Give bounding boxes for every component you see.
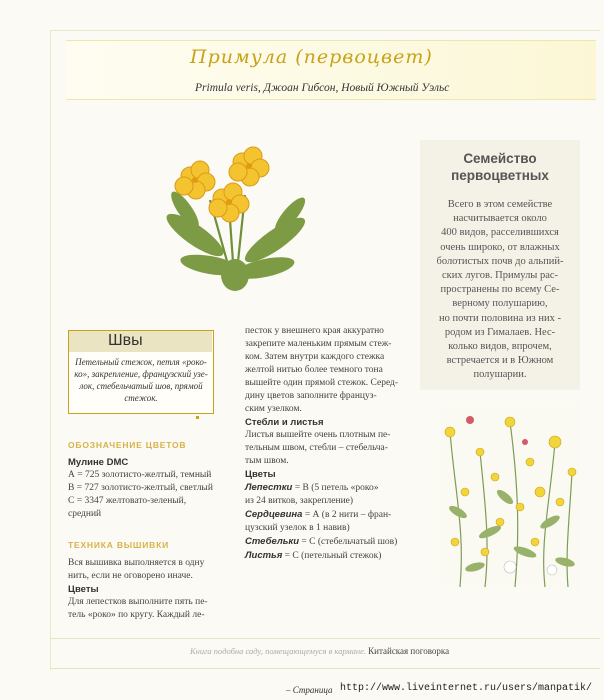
family-title — [420, 150, 580, 184]
color-key-line: В = 727 золотисто-желтый, светлый — [68, 483, 213, 493]
color-key-line: А = 725 золотисто-желтый, темный — [68, 470, 212, 480]
primula-embroidery-image — [150, 140, 320, 300]
stems-key-line — [245, 535, 398, 549]
flowers-key-subheading: Цветы — [245, 469, 276, 480]
family-text-line: болотистых почв до альпий- — [436, 255, 564, 267]
technique-line: Вся вышивка выполняется в одну — [68, 558, 205, 568]
stitches-line: ко», закрепление, французский узе- — [74, 369, 208, 379]
family-text-line: родом из Гималаев. Нес- — [444, 326, 556, 338]
quote-source: Китайская поговорка — [368, 646, 450, 656]
stems-key-value: = С (стебельчатый шов) — [299, 537, 398, 547]
middle-line: ком. Затем внутри каждого стежка — [245, 352, 385, 362]
family-text-line: верному полушарию, — [452, 298, 548, 310]
frame-left-line — [50, 30, 51, 670]
family-text-line: насчитывается около — [453, 213, 547, 225]
footer-quote — [190, 646, 449, 656]
stitches-line: стежок. — [124, 393, 158, 403]
page-subtitle: Primula veris, Джоан Гибсон, Новый Южный Уэльс — [195, 82, 450, 94]
middle-line: цузский узелок в 1 навив) — [245, 523, 350, 533]
petals-value: = В (5 петель «роко» — [292, 483, 379, 493]
dmc-brand-label: Мулине DMC — [68, 457, 129, 468]
family-text-line: встречается и в Южном — [446, 355, 554, 367]
frame-top-line — [50, 30, 600, 31]
technique-text — [68, 557, 208, 622]
footer-rule-top — [50, 638, 600, 639]
stitches-heading: Швы — [108, 332, 143, 349]
middle-line: тым швом. — [245, 456, 289, 466]
decorative-dot — [196, 416, 199, 419]
leaves-key-value: = С (петельный стежок) — [282, 551, 382, 561]
footer-rule-bottom — [50, 668, 600, 669]
leaves-key-line — [245, 549, 398, 563]
technique-line: Для лепестков выполните пять пе- — [68, 597, 208, 607]
family-text-line: колько видов, впрочем, — [448, 341, 552, 353]
stems-key-label: Стебельки — [245, 536, 300, 547]
family-text-line: очень широко, от влажных — [440, 241, 560, 253]
family-text-line: ских лугов. Примулы рас- — [441, 270, 559, 282]
family-text-line: 400 видов, расселившихся — [441, 227, 559, 239]
middle-column-text — [245, 325, 398, 563]
colors-heading: ОБОЗНАЧЕНИЕ ЦВЕТОВ — [68, 440, 187, 450]
botanical-illustration — [440, 402, 580, 590]
technique-line: нить, если не оговорено иначе. — [68, 571, 193, 581]
center-key-line — [245, 508, 398, 522]
middle-line: ским узелком. — [245, 404, 302, 414]
middle-line: дину цветов заполните француз- — [245, 391, 377, 401]
leaves-key-label: Листья — [245, 550, 283, 561]
watermark-url: http://www.liveinternet.ru/users/manpatik/ — [340, 683, 593, 694]
stitches-line: Петельный стежок, петля «роко- — [75, 357, 207, 367]
family-title-line-1: Семейство — [463, 151, 537, 166]
color-key-line: С = 3347 желтовато-зеленый, — [68, 496, 187, 506]
quote-text: Книга подобна саду, помещающемуся в кармане. — [190, 646, 367, 656]
family-text-line: полушарии. — [473, 369, 527, 381]
family-title-line-2: первоцветных — [451, 168, 549, 183]
middle-line: Листья вышейте очень плотным пе- — [245, 430, 391, 440]
middle-line: закрепите маленьким прямым стеж- — [245, 339, 392, 349]
page-title: Примула (первоцвет) — [190, 46, 433, 68]
stitches-line: лок, стебельчатый шов, прямой — [79, 381, 203, 391]
page-label: – Страница — [286, 685, 333, 695]
colors-section-text — [68, 456, 213, 521]
family-text-line: Всего в этом семействе — [447, 199, 553, 210]
technique-heading: ТЕХНИКА ВЫШИВКИ — [68, 540, 170, 550]
middle-line: тельным швом, стебли – стебельча- — [245, 443, 388, 453]
center-value: = А (в 2 нити – фран- — [302, 510, 392, 520]
stitches-body — [72, 356, 210, 404]
middle-line: желтой нитью более темного тона — [245, 365, 383, 375]
petals-key-line — [245, 481, 398, 495]
middle-line: вышейте один прямой стежок. Серед- — [245, 378, 399, 388]
family-text-line: пространены по всему Се- — [440, 284, 560, 296]
middle-line: из 24 витков, закрепление) — [245, 496, 354, 506]
petals-label: Лепестки — [245, 482, 293, 493]
family-text-line: но почти половина из них - — [439, 312, 561, 324]
stems-leaves-subheading: Стебли и листья — [245, 417, 324, 428]
flowers-subheading: Цветы — [68, 584, 99, 595]
family-text — [422, 198, 578, 383]
technique-line: тель «роко» по кругу. Каждый ле- — [68, 610, 205, 620]
middle-line: песток у внешнего края аккуратно — [245, 326, 384, 336]
center-label: Сердцевина — [245, 509, 303, 520]
color-key-line: средний — [68, 509, 102, 519]
